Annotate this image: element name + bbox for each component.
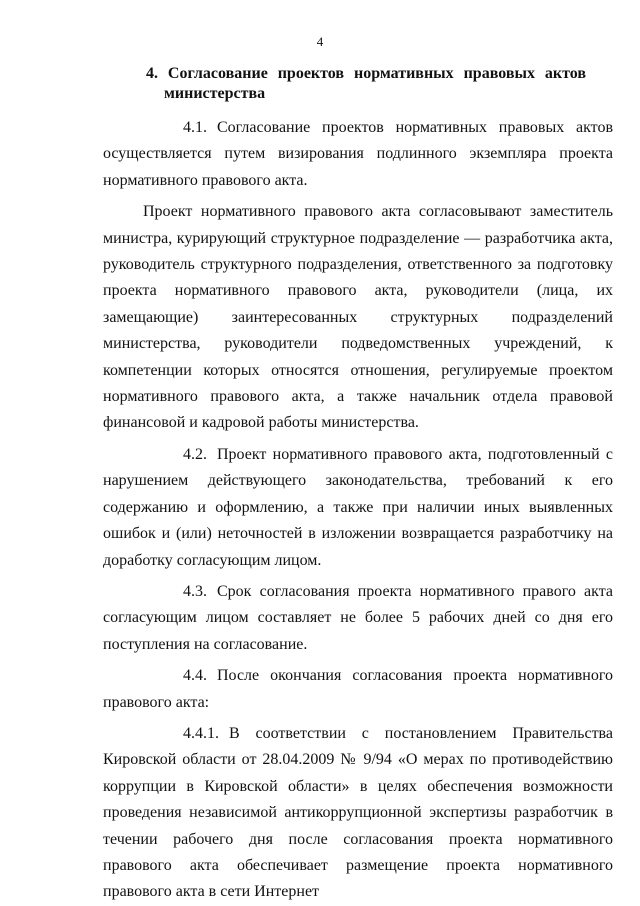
paragraph-text: Проект нормативного правового акта, подготовленный с нарушением действующего законодательства, требований к его содержанию и оформлению, а также при наличии иных выявленных ошибок и (или) неточностей в изложении возвращается разработчику на доработку согласующим лицом. — [103, 445, 613, 569]
paragraph-text: После окончания согласования проекта нормативного правового акта: — [103, 667, 613, 711]
paragraph-4-1-continued — [103, 199, 613, 437]
page-number: 4 — [316, 34, 324, 49]
paragraph-text: В соответствии с постановлением Правительства Кировской области от 28.04.2009 № 9/94 «О мерах по противодействию коррупции в Кировской области» в целях обеспечения возможности проведения независимой антикоррупционной экспертизы разработчик в течении рабочего дня после согласования проекта нормативного правового акта обеспечивает размещение проекта нормативного правового акта в сети Интернет — [103, 724, 613, 901]
clause-number: 4.2. — [183, 445, 207, 463]
section-heading — [146, 64, 586, 104]
clause-number: 4.4. — [183, 667, 207, 685]
paragraph-4-4 — [103, 663, 613, 716]
paragraph-4-2 — [103, 442, 613, 574]
clause-number: 4.3. — [183, 582, 207, 600]
paragraph-text: Проект нормативного правового акта согласовывают заместитель министра, курирующий структурное подразделение — разработчика акта, руководитель структурного подразделения, ответственного за подготовку проекта нормативного правового акта, руководители (лица, их замещающие) заинтересованных структурных подразделений министерства, руководители подведомственных учреждений, к компетенции которых относятся отношения, регулируемые проектом нормативного правового акта, а также начальник отдела правовой финансовой и кадровой работы министерства. — [103, 203, 613, 432]
clause-number: 4.4.1. — [183, 724, 219, 742]
paragraph-4-3 — [103, 579, 613, 658]
document-body — [103, 115, 613, 906]
paragraph-text: Срок согласования проекта нормативного правого акта согласующим лицом составляет не более 5 рабочих дней со дня его поступления на согласование. — [103, 582, 613, 653]
clause-number: 4.1. — [183, 119, 207, 136]
section-heading-line2: министерства — [164, 85, 266, 102]
paragraph-4-1 — [103, 115, 613, 194]
paragraph-4-4-1 — [103, 721, 613, 906]
paragraph-text: Согласование проектов нормативных правовых актов осуществляется путем визирования подлинного экземпляра проекта нормативного правового акта. — [103, 119, 613, 189]
section-heading-line1: 4. Согласование проектов нормативных правовых актов — [146, 65, 586, 82]
